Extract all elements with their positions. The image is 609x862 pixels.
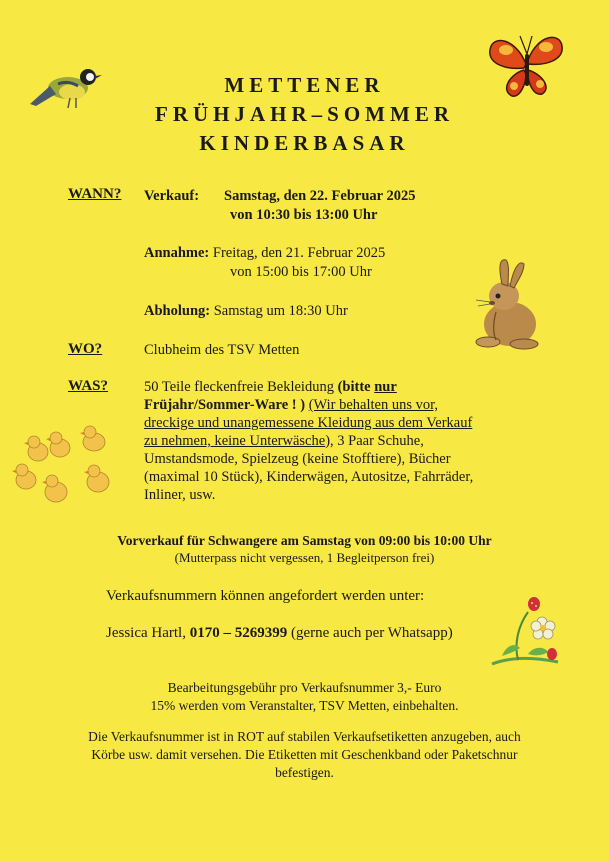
title-line-1: METTENER bbox=[224, 73, 385, 97]
was-line-1b: (bitte bbox=[337, 379, 375, 395]
annahme-label: Annahme: bbox=[144, 245, 210, 261]
footer-line-2: Körbe usw. damit versehen. Die Etiketten mit Geschenkband oder Paketschnur bbox=[91, 747, 518, 762]
abholung-label: Abholung: bbox=[144, 303, 211, 319]
verkauf-date: Samstag, den 22. Februar 2025 bbox=[224, 188, 416, 204]
contact-note: (gerne auch per Whatsapp) bbox=[287, 625, 453, 641]
title-line-3: KINDERBASAR bbox=[199, 131, 410, 155]
wann-label: WANN? bbox=[68, 186, 122, 202]
wo-value: Clubheim des TSV Metten bbox=[144, 342, 300, 358]
was-line-1a: 50 Teile fleckenfreie Bekleidung bbox=[144, 379, 338, 395]
butterfly-icon bbox=[486, 30, 566, 102]
was-line-7: Inliner, usw. bbox=[144, 487, 216, 503]
bird-icon bbox=[28, 58, 102, 114]
title-line-2: FRÜHJAHR–SOMMER bbox=[155, 102, 454, 126]
annahme-time: von 15:00 bis 17:00 Uhr bbox=[230, 264, 372, 280]
contact-name: Jessica Hartl, bbox=[106, 625, 190, 641]
footer-line-1: Die Verkaufsnummer ist in ROT auf stabilen Verkaufsetiketten anzugeben, auch bbox=[88, 729, 521, 744]
was-line-1 bbox=[144, 378, 564, 396]
abholung-row bbox=[144, 302, 348, 320]
was-line-5: Umstandsmode, Spielzeug (keine Stofftiere), Bücher bbox=[144, 451, 451, 467]
was-line-4 bbox=[144, 432, 564, 450]
footer-line-3: befestigen. bbox=[275, 765, 334, 780]
was-line-6: (maximal 10 Stück), Kinderwägen, Autositze, Fahrräder, bbox=[144, 469, 474, 485]
was-line-1c: nur bbox=[374, 379, 397, 395]
was-line-4a: zu nehmen, keine Unterwäsche bbox=[144, 433, 326, 449]
fees-line-2: 15% werden vom Veranstalter, TSV Metten, einbehalten. bbox=[150, 698, 459, 713]
rabbit-icon bbox=[466, 256, 550, 352]
vorverkauf-line-1: Vorverkauf für Schwangere am Samstag von 09:00 bis 10:00 Uhr bbox=[117, 533, 492, 548]
annahme-date: Freitag, den 21. Februar 2025 bbox=[212, 245, 386, 261]
verkauf-label: Verkauf: bbox=[144, 188, 200, 204]
wo-label: WO? bbox=[68, 341, 103, 357]
verkauf-time: von 10:30 bis 13:00 Uhr bbox=[230, 207, 378, 223]
was-line-2 bbox=[144, 396, 564, 414]
abholung-value: Samstag um 18:30 Uhr bbox=[213, 303, 348, 319]
contact-intro: Verkaufsnummern können angefordert werden unter: bbox=[106, 588, 425, 604]
annahme-row bbox=[144, 244, 385, 262]
fees-line-1: Bearbeitungsgebühr pro Verkaufsnummer 3,- Euro bbox=[167, 680, 442, 695]
contact-phone: 0170 – 5269399 bbox=[189, 625, 288, 641]
flowers-icon bbox=[488, 596, 564, 670]
was-line-4b: ), 3 Paar Schuhe, bbox=[325, 433, 424, 449]
was-line-2a: Früjahr/Sommer-Ware ! ) bbox=[144, 397, 306, 413]
chicks-icon bbox=[8, 420, 126, 512]
was-line-3: dreckige und unangemessene Kleidung aus dem Verkauf bbox=[144, 415, 473, 431]
was-line-2c: (Wir behalten uns vor, bbox=[308, 397, 438, 413]
contact-line bbox=[106, 624, 453, 642]
vorverkauf-line-2: (Mutterpass nicht vergessen, 1 Begleitperson frei) bbox=[174, 550, 435, 565]
was-text bbox=[144, 378, 564, 504]
was-label: WAS? bbox=[68, 378, 109, 394]
